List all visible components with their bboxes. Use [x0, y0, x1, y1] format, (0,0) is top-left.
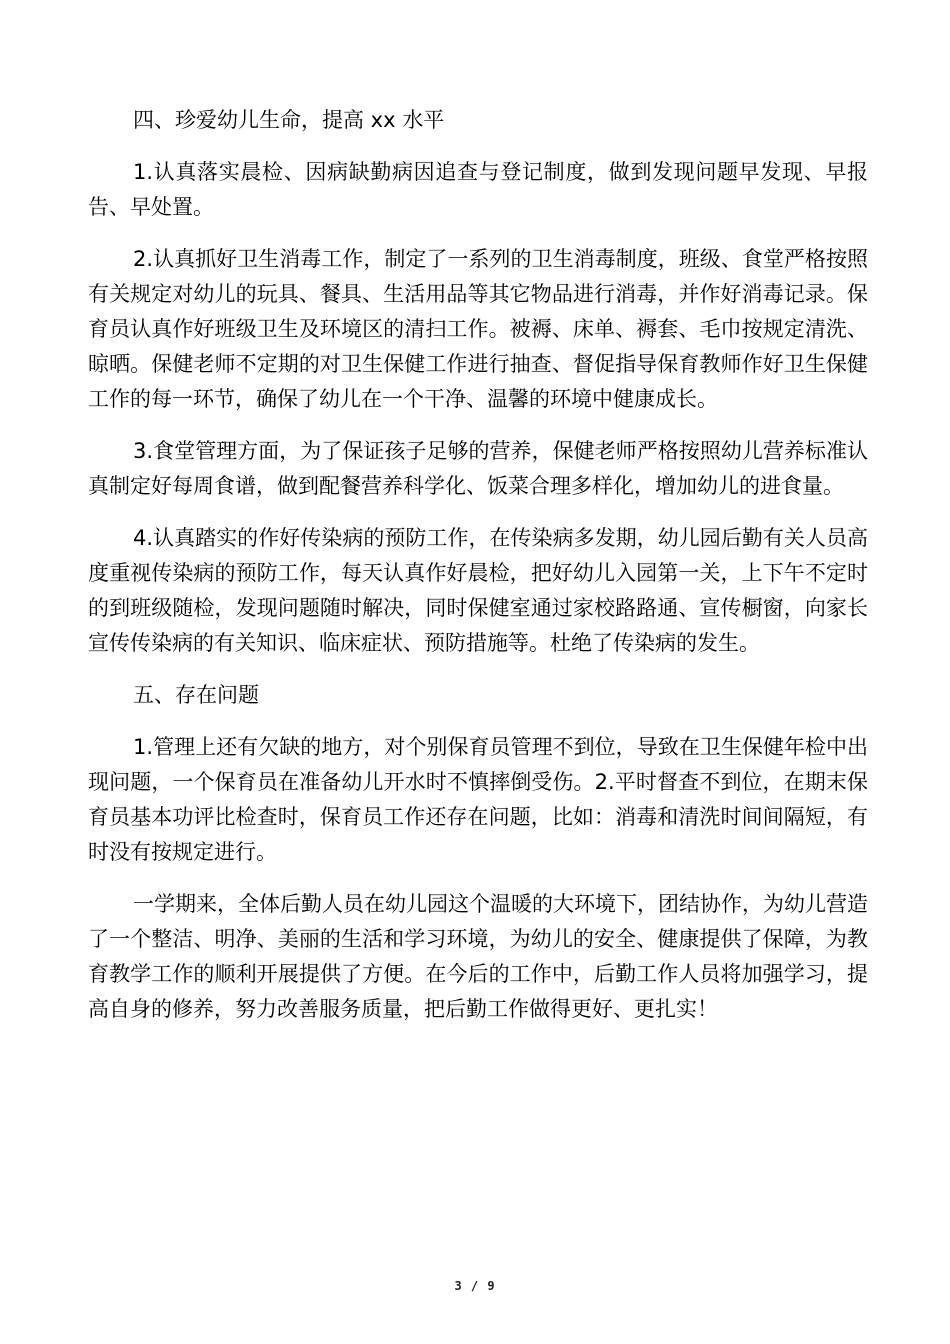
paragraph: 2.认真抓好卫生消毒工作，制定了一系列的卫生消毒制度，班级、食堂严格按照有关规定对幼儿的玩具、餐具、生活用品等其它物品进行消毒，并作好消毒记录。保育员认真作好班级卫生及环境区的清扫工作。被褥、床单、褥套、毛巾按规定清洗、晾晒。保健老师不定期的对卫生保健工作进行抽查、督促指导保育教师作好卫生保健工作的每一环节，确保了幼儿在一个干净、温馨的环境中健康成长。	[88, 247, 868, 411]
section-health-protection	[88, 103, 868, 661]
section-existing-problems	[88, 678, 868, 1027]
paragraph: 1.认真落实晨检、因病缺勤病因追查与登记制度，做到发现问题早发现、早报告、早处置。	[88, 160, 868, 219]
page-number: 3 / 9	[454, 1279, 496, 1293]
document-body	[88, 103, 868, 1044]
section-heading: 五、存在问题	[133, 683, 259, 707]
paragraph: 4.认真踏实的作好传染病的预防工作，在传染病多发期，幼儿园后勤有关人员高度重视传染病的预防工作，每天认真作好晨检，把好幼儿入园第一关，上下午不定时的到班级随检，发现问题随时解决，同时保健室通过家校路路通、宣传橱窗，向家长宣传传染病的有关知识、临床症状、预防措施等。杜绝了传染病的发生。	[88, 526, 868, 655]
section-heading: 四、珍爱幼儿生命，提高 xx 水平	[133, 108, 445, 132]
paragraph: 一学期来，全体后勤人员在幼儿园这个温暖的大环境下，团结协作，为幼儿营造了一个整洁、明净、美丽的生活和学习环境，为幼儿的安全、健康提供了保障，为教育教学工作的顺利开展提供了方便。在今后的工作中，后勤工作人员将加强学习，提高自身的修养，努力改善服务质量，把后勤工作做得更好、更扎实！	[88, 892, 868, 1021]
paragraph: 3.食堂管理方面，为了保证孩子足够的营养，保健老师严格按照幼儿营养标准认真制定好每周食谱，做到配餐营养科学化、饭菜合理多样化，增加幼儿的进食量。	[88, 439, 868, 498]
paragraph: 1.管理上还有欠缺的地方，对个别保育员管理不到位，导致在卫生保健年检中出现问题，一个保育员在准备幼儿开水时不慎摔倒受伤。2.平时督查不到位，在期末保育员基本功评比检查时，保育员工作还存在问题，比如：消毒和清洗时间间隔短，有时没有按规定进行。	[88, 735, 868, 864]
